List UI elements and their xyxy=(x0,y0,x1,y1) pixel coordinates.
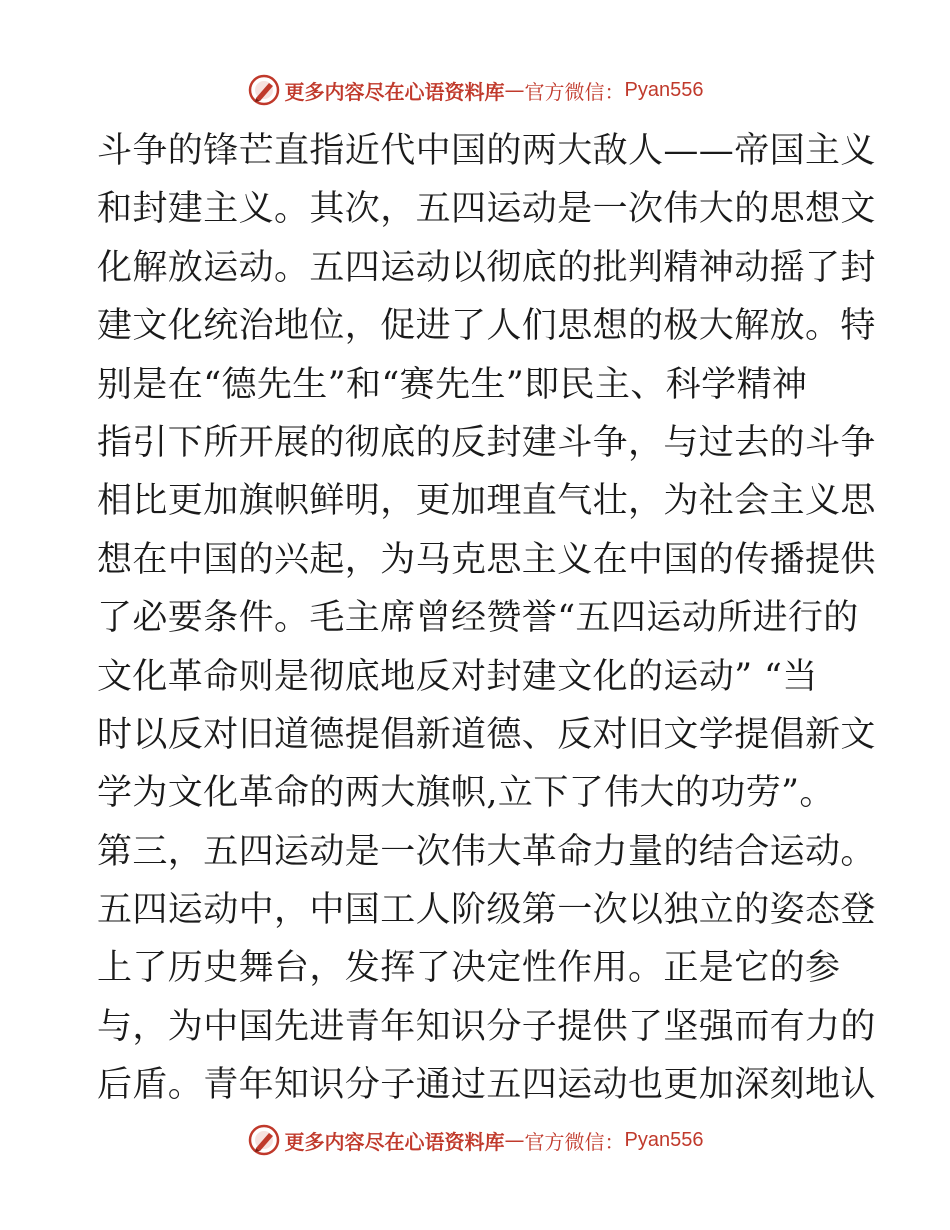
header-wechat-id: Pyan556 xyxy=(624,78,704,101)
body-line: 上了历史舞台，发挥了决定性作用。正是它的参 xyxy=(97,948,841,989)
footer-separator: — xyxy=(504,1128,525,1152)
body-line: 想在中国的兴起，为马克思主义在中国的传播提供 xyxy=(97,539,876,580)
body-line: 与，为中国先进青年知识分子提供了坚强而有力的 xyxy=(97,1006,876,1047)
header-banner xyxy=(0,70,950,110)
body-line: 建文化统治地位，促进了人们思想的极大解放。特 xyxy=(97,306,876,347)
header-brand-text: 更多内容尽在心语资料库 xyxy=(284,79,505,104)
header-wechat-label: 官方微信： xyxy=(524,79,625,104)
document-body xyxy=(97,122,876,1115)
body-line: 文化革命则是彻底地反对封建文化的运动” “当 xyxy=(97,656,818,697)
footer-wechat-label: 官方微信： xyxy=(524,1129,625,1154)
body-line: 时以反对旧道德提倡新道德、反对旧文学提倡新文 xyxy=(97,714,876,755)
footer-wechat-id: Pyan556 xyxy=(624,1128,704,1151)
body-line: 化解放运动。五四运动以彻底的批判精神动摇了封 xyxy=(97,247,876,288)
body-line: 指引下所开展的彻底的反封建斗争，与过去的斗争 xyxy=(97,422,876,463)
body-line: 第三，五四运动是一次伟大革命力量的结合运动。 xyxy=(97,831,876,872)
body-line: 别是在“德先生”和“赛先生”即民主、科学精神 xyxy=(97,364,808,405)
body-line: 斗争的锋芒直指近代中国的两大敌人——帝国主义 xyxy=(97,131,876,171)
pen-logo-icon xyxy=(247,73,281,107)
body-line: 学为文化革命的两大旗帜,立下了伟大的功劳”。 xyxy=(97,773,835,814)
pen-logo-icon xyxy=(247,1123,281,1157)
body-line: 了必要条件。毛主席曾经赞誉“五四运动所进行的 xyxy=(97,598,859,639)
body-line: 相比更加旗帜鲜明，更加理直气壮，为社会主义思 xyxy=(97,481,876,522)
body-line: 后盾。青年知识分子通过五四运动也更加深刻地认 xyxy=(97,1065,876,1106)
body-line: 五四运动中，中国工人阶级第一次以独立的姿态登 xyxy=(97,890,876,931)
body-line: 和封建主义。其次，五四运动是一次伟大的思想文 xyxy=(97,189,876,230)
footer-banner xyxy=(0,1120,950,1160)
header-separator: — xyxy=(504,78,525,102)
footer-brand-text: 更多内容尽在心语资料库 xyxy=(284,1129,505,1154)
